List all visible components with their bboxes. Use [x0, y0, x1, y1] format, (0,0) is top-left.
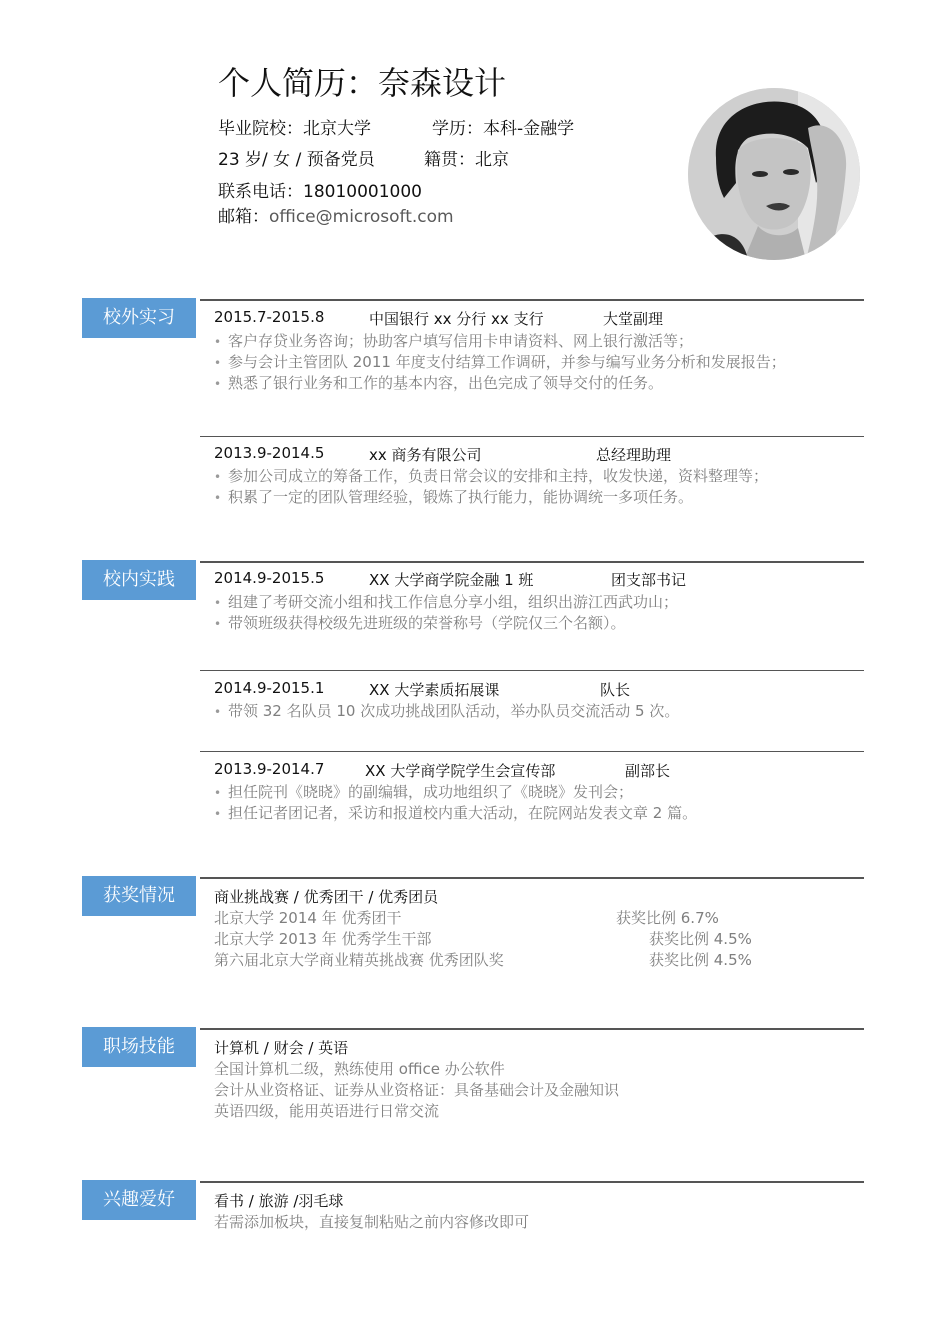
entry-role: 队长 [600, 681, 631, 699]
awards-heading: 商业挑战赛 / 优秀团干 / 优秀团员 [214, 888, 439, 906]
email-info [218, 202, 454, 227]
section-divider [200, 1028, 864, 1030]
entry-role: 总经理助理 [596, 446, 672, 464]
section-label-hobbies: 兴趣爱好 [82, 1180, 196, 1220]
entry-divider [200, 670, 864, 671]
award-name: 北京大学 2014 年 优秀团干 [214, 909, 402, 927]
list-item: • 积累了一定的团队管理经验，锻炼了执行能力，能协调统一多项任务。 [214, 488, 694, 506]
section-label-awards: 获奖情况 [82, 876, 196, 916]
skill-line: 英语四级，能用英语进行日常交流 [214, 1102, 440, 1120]
award-name: 第六届北京大学商业精英挑战赛 优秀团队奖 [214, 951, 504, 969]
section-label-internship: 校外实习 [82, 298, 196, 338]
award-ratio: 获奖比例 6.7% [616, 909, 719, 927]
list-item: • 熟悉了银行业务和工作的基本内容，出色完成了领导交付的任务。 [214, 374, 664, 392]
section-divider [200, 877, 864, 879]
entry-date: 2013.9-2014.5 [214, 444, 325, 462]
list-item: • 客户存贷业务咨询；协助客户填写信用卡申请资料、网上银行激活等； [214, 332, 694, 350]
list-item: • 担任记者团记者，采访和报道校内重大活动，在院网站发表文章 2 篇。 [214, 804, 698, 822]
entry-date: 2014.9-2015.5 [214, 569, 325, 587]
section-label-campus: 校内实践 [82, 560, 196, 600]
entry-role: 副部长 [625, 762, 671, 780]
list-item: • 参与会计主管团队 2011 年度支付结算工作调研，并参与编写业务分析和发展报告； [214, 353, 786, 371]
entry-organization: xx 商务有限公司 [369, 446, 482, 464]
email-value[interactable]: office@microsoft.com [269, 207, 454, 227]
list-item: • 带领 32 名队员 10 次成功挑战团队活动，举办队员交流活动 5 次。 [214, 702, 680, 720]
entry-divider [200, 751, 864, 752]
entry-organization: 中国银行 xx 分行 xx 支行 [369, 310, 544, 328]
hobby-line: 若需添加板块，直接复制粘贴之前内容修改即可 [214, 1213, 530, 1231]
list-item: • 带领班级获得校级先进班级的荣誉称号（学院仅三个名额）。 [214, 614, 626, 632]
skill-line: 全国计算机二级，熟练使用 office 办公软件 [214, 1060, 505, 1078]
section-divider [200, 1181, 864, 1183]
entry-divider [200, 436, 864, 437]
section-divider [200, 299, 864, 301]
resume-title: 个人简历：奈森设计 [218, 64, 507, 102]
award-ratio: 获奖比例 4.5% [649, 930, 752, 948]
award-ratio: 获奖比例 4.5% [649, 951, 752, 969]
education-info: 学历：本科-金融学 [432, 119, 575, 139]
school-info: 毕业院校：北京大学 [218, 119, 371, 139]
list-item: • 参加公司成立的筹备工作，负责日常会议的安排和主持，收发快递，资料整理等； [214, 467, 769, 485]
age-gender-info: 23 岁/ 女 / 预备党员 [218, 150, 375, 170]
entry-role: 大堂副理 [603, 310, 664, 328]
hobbies-heading: 看书 / 旅游 /羽毛球 [214, 1192, 344, 1210]
skills-heading: 计算机 / 财会 / 英语 [214, 1039, 349, 1057]
entry-date: 2015.7-2015.8 [214, 308, 325, 326]
entry-organization: XX 大学商学院金融 1 班 [369, 571, 534, 589]
entry-organization: XX 大学素质拓展课 [369, 681, 500, 699]
section-divider [200, 561, 864, 563]
origin-info: 籍贯：北京 [424, 150, 509, 170]
list-item: • 担任院刊《晓晓》的副编辑，成功地组织了《晓晓》发刊会； [214, 783, 634, 801]
entry-organization: XX 大学商学院学生会宣传部 [365, 762, 556, 780]
skill-line: 会计从业资格证、证券从业资格证：具备基础会计及金融知识 [214, 1081, 620, 1099]
portrait-illustration [688, 88, 860, 260]
award-name: 北京大学 2013 年 优秀学生干部 [214, 930, 432, 948]
list-item: • 组建了考研交流小组和找工作信息分享小组，组织出游江西武功山； [214, 593, 679, 611]
entry-role: 团支部书记 [611, 571, 687, 589]
entry-date: 2013.9-2014.7 [214, 760, 325, 778]
section-label-skills: 职场技能 [82, 1027, 196, 1067]
profile-photo [688, 88, 860, 260]
entry-date: 2014.9-2015.1 [214, 679, 325, 697]
phone-info: 联系电话：18010001000 [218, 182, 422, 202]
email-label: 邮箱： [218, 207, 269, 227]
